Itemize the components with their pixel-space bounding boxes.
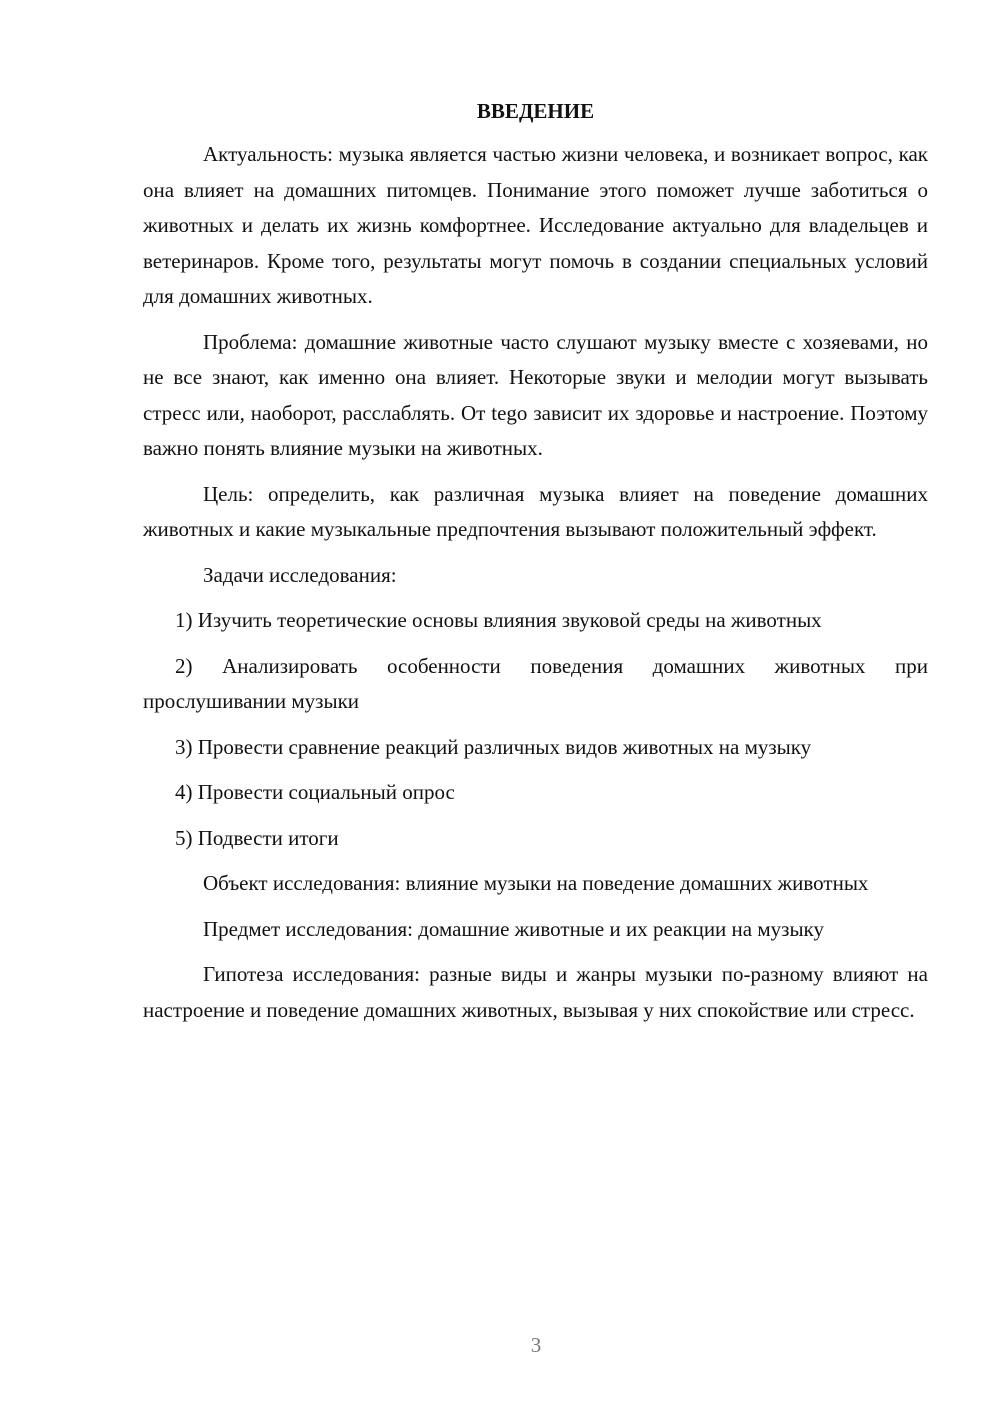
page-number: 3 bbox=[530, 1333, 542, 1357]
task-item-1: 1) Изучить теоретические основы влияния звуковой среды на животных bbox=[175, 608, 822, 632]
section-title: ВВЕДЕНИЕ bbox=[476, 99, 595, 123]
task-item-3: 3) Провести сравнение реакций различных видов животных на музыку bbox=[175, 734, 812, 759]
tasks-heading: Задачи исследования: bbox=[203, 562, 397, 587]
goal-paragraph: Цель: определить, как различная музыка влияет на поведение домашних животных и какие музыкальные предпочтения вызывают положительный эффект. bbox=[143, 481, 928, 541]
hypothesis-paragraph: Гипотеза исследования: разные виды и жанры музыки по-разному влияют на настроение и поведение домашних животных, вызывая у них спокойствие или стресс. bbox=[143, 962, 928, 1022]
subject-paragraph: Предмет исследования: домашние животные и их реакции на музыку bbox=[203, 916, 824, 941]
object-paragraph: Объект исследования: влияние музыки на поведение домашних животных bbox=[203, 871, 869, 895]
task-item-5: 5) Подвести итоги bbox=[175, 825, 339, 850]
task-item-2: 2) Анализировать особенности поведения домашних животных при прослушивании музыки bbox=[143, 653, 928, 713]
relevance-paragraph: Актуальность: музыка является частью жизни человека, и возникает вопрос, как она влияет на домашних питомцев. Понимание этого поможет лучше заботиться о животных и делать их жизнь комфортнее. Исследование актуально для владельцев и ветеринаров. Кроме того, результаты могут помочь в создании специальных условий для домашних животных. bbox=[143, 142, 928, 308]
problem-paragraph: Проблема: домашние животные часто слушают музыку вместе с хозяевами, но не все знают, как именно она влияет. Некоторые звуки и мелодии могут вызывать стресс или, наоборот, расслаблять. От tego зависит их здоровье и настроение. Поэтому важно понять влияние музыки на животных. bbox=[143, 329, 928, 460]
task-item-4: 4) Провести социальный опрос bbox=[175, 780, 455, 804]
document-page bbox=[143, 95, 928, 1038]
